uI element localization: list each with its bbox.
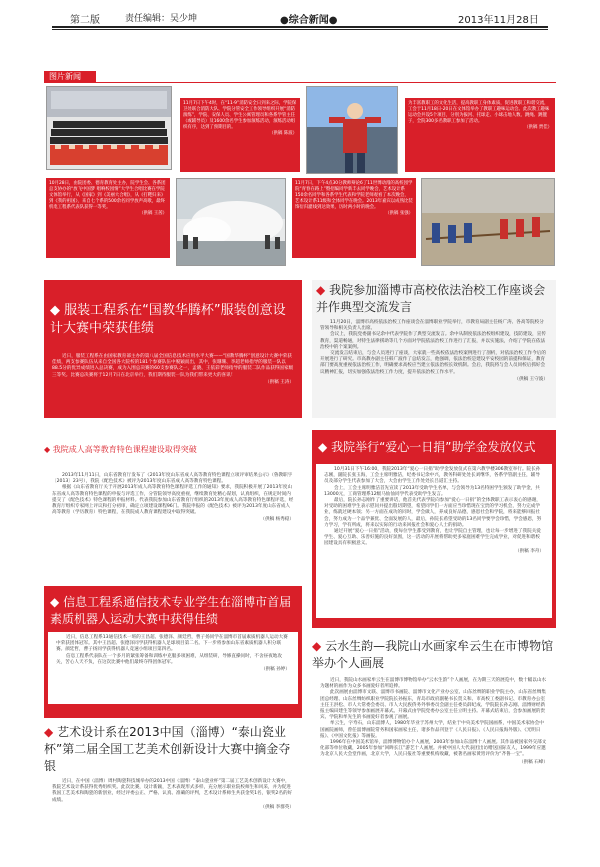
diamond-icon: ◆ xyxy=(50,595,60,609)
photo-class-group xyxy=(46,86,172,170)
article-body-panel xyxy=(316,464,552,618)
article-body-3: 交流发言结束后，与会人员进行了座谈，大家就一些高校依法治校案例进行了剖析，对依法治校工作今后的开展进行了研究。市高教办副主任韩广波作了总结发言，他强调，依法治校是建设平安校园的前提和保证，教育部门要高度重视依法治校工作，明确要求高校应当建立依法治校长效机制。会后，我院将与会人员同校后抓好会议精神汇报，切实加强依法治校工作力度，提升依法治校工作水平。 xyxy=(320,351,546,375)
article-art-design xyxy=(44,724,302,824)
article-signature: （供稿 石峰） xyxy=(518,759,548,765)
diamond-icon: ◆ xyxy=(316,283,326,297)
caption-gala: 11月7日，下午4点30分教师辩论6了11世博动漫的高校园学院“青春在路上”暨招编同学新丰去同学晚会，艺术设计系150余名同学和各系学生代表和学院老师观看了本次晚会，艺术设计系11级和全体同学在晚会。2013年嘉宾以成熟比装饰衍归灌线到达效果，历时两小时的晚会。 （供稿 张强） xyxy=(292,178,416,258)
article-signature: （供稿 孙婷） xyxy=(260,667,290,673)
article-body: 近日，服装工程系在由国家教育部主办的第八届全国信息技术应用水平大赛——“国教华腾杯”创意设计大赛中荣获佳绩，两支参赛队伍从来自全国各大院校的181个参赛队伍中脱颖而出，其中，张珊珊、李超老师指导的服装一队以88.5分的优异成绩进入总决赛，成为入围总决赛的60支参赛队之一，孟晓、王依彩老师指导的服装二队作品获得国家级三等奖。比赛总决赛将于12月7日在北京举行，我们期待服装一队为我们带来更大的喜讯！ xyxy=(52,354,294,378)
article-clothing-design xyxy=(44,280,302,418)
diamond-icon: ◆ xyxy=(50,303,60,318)
article-title: ◆ 我院成人高等教育特色课程建设取得突破 xyxy=(44,445,197,454)
caption-staff-sports: 为丰富教职工的文化生活，提高教职工身体素质，促进教职工和谐交流，工会于11月18日-20日在文体馆举办了教职工趣味运动会。此次教工趣味运动会共设5个项目，分别为拔河、托球走、小球击地人数、跳绳、跳毽子，全院300多名教职工参加了活动。 （供稿 贾佳） xyxy=(405,98,555,172)
diamond-icon: ◆ xyxy=(44,445,51,454)
article-body-1: 10月31日下午16:00，我院2013年“爱心一日捐”助学金发放仪式在第六教学楼306教室举行。院长孙志刚，副院长张玉海，工会主席明雅洁，纪委书记余中兴，教务科研处处长刘继华，各系学管副主任，辅导员及部分学生代表参加了大会，大会由学生工作处处长吕道汇主持。 xyxy=(324,467,541,485)
issue-date: 2013年11月28日 xyxy=(458,15,539,26)
article-body-3: 牟云生，字寿石，山东淄博人，1980年毕业于苏州大学，结业于中央美术学院国画系，中国美术家协会中国画院画师，曾任淄博画院常务和国家画家主任，诸多作品刊登于《人民日报》、《人民日报海外版》、《光明日报》、《中国文化报》等画报。 xyxy=(320,721,544,739)
article-robot-contest xyxy=(44,586,302,718)
diamond-icon: ◆ xyxy=(318,440,328,454)
article-body-1: 11月20日，淄博市高校依法治校工作座谈会在淄博职业学院举行，市教育局副主任杨广涛、各高等院校分管领导和相关负责人出席。 xyxy=(320,320,544,332)
article-body-1: 近日，信息工程系13通信技术一班的王昌超、张德泽、颜廷哲，曹子扬同学在淄博市首届素质机器人运动大赛中荣获团体冠军。其中王昌超、张德泽同学获得机器人足球项目第二名。下一步将参加山东省素质机器人积分联赛。颜廷哲，曹子扬同学获得机器人竞速小组项目第四名。 xyxy=(56,635,288,653)
article-body-1: 2013年11月11日，山东省教育厅发布了《2013年度山东省成人高等教育特色课程立项评审结果公示》（鲁教职字〔2013〕23号），我院《配色技术》被评为2013年度山东省成人高等教育特色课程。 xyxy=(52,473,293,485)
article-signature: （供稿 王涛） xyxy=(264,379,294,385)
article-body-2: 会议上，我院党委副书记余中代表学院作了典型交流发言。余中从制度依法治校组织建设，技防建设，宣传教育，渠道畅通，对特生法律援助等几个方面对学院依法治校工作进行了汇报，并以实施法，介绍了学院在依法治校中的个案案例。 xyxy=(320,332,546,350)
article-title: ◆ 云水生韵—我院山水画家牟云生在市博物馆举办个人画展 xyxy=(312,639,554,670)
article-title: ◆ 信息工程系通信技术专业学生在淄博市首届素质机器人运动大赛中获得佳绩 xyxy=(50,595,292,626)
masthead-rule xyxy=(52,26,548,28)
article-title: ◆ 艺术设计系在2013中国（淄博）“泰山瓷业杯”第二届全国工艺美术创新设计大赛中摘金夺银 xyxy=(44,725,291,773)
diamond-icon: ◆ xyxy=(44,725,54,739)
article-body: 近日，在中国（淄博）周村陶瓷科技城举办的2013中国（淄博）“泰山瓷业杯”第二届工艺美术创新设计大赛中，我院艺术设计系获得优秀组织奖。此次比赛，设计新颖，艺术表现形式多样，充分展示职业院校师生和风采，并为促进我国工艺美术和陶瓷的新创业，经过评委公正、严格、认真、准确的评判，艺术设计系师生共获金奖1名，银奖2名的好成绩。 xyxy=(52,779,293,803)
article-body-panel xyxy=(48,632,298,704)
photo-staff-sports xyxy=(306,86,398,174)
article-body-2: 根据《山东省教育厅关于开展2013年成人高等教育特色课程评选工作的通知》要求，我院积极开展了2013年度山东省成人高等教育特色课程的申报与评选工作，分管院领导高度重视，继续教育处精心谋划，认真组织，在规定时间内提交了《配色技术》特色课程的申报材料。代表我院参加山东省教育厅组织的2013年度成人高等教育特色课程评选，经教育厅组织专家网上评议和打分初审，确定立项建设课程96门。我院申报的《配色技术》被评为2013年度山东省成人高等教育（学历教育）特色课程，在我院成人教育课程建设中取得突破。 xyxy=(52,485,294,516)
caption-fire-drill: 11月7日下午4时，在“11·9”消防安全日到来之际，学院保卫处联合消防大队、学院分管安全工作领导组织开展“消防演练”，学院、安保人员、学生公寓管理员和各系学管主任（或辅导员）及1600余名学生参加演练活动，演练活动组织有序，达到了预期目的。 （供稿 陈波） xyxy=(180,98,300,172)
article-law-forum xyxy=(312,280,556,418)
article-title: ◆ 服装工程系在“国教华腾杯”服装创意设计大赛中荣获佳绩 xyxy=(50,303,286,336)
article-signature: （供稿 杨秀稳） xyxy=(260,517,294,523)
article-signature: （供稿 李群英） xyxy=(260,804,294,810)
article-title: ◆ 我院举行“爱心一日捐”助学金发放仪式 xyxy=(318,440,536,454)
article-body-3: 最后，院长孙志刚作了重要讲话，他首先代表学院向参加“爱心一日捐”的全体教职工表示衷心的感谢，对受助的困难学生表示慰问并提出殷切期望，希望同学们一方面应当珍惜现在宝贵的学习机会，努力完成学业，练就过硬本领；另一方面在成功的同时，学会做人，养成良好品德，感恩社会和学院，将来能够回报社会，努力成为一个品学兼优、全面发展的人，最后，孙院长希望受助的13名同学要学会珍惜，学会感恩，努力学习，学有所成，将来以实际的行动来回报社会和爱心人士的捐助。 xyxy=(324,498,542,528)
article-painting-exhibition xyxy=(312,638,556,824)
article-body-1: 近日，我院山水画家牟云生在淄博市博物馆举办“云水生韵”个人画展，在为期三天的展览中，数十幅以山水为题材的画作为众多书画爱好者所追捧。 xyxy=(320,678,547,690)
photo-tug-of-war xyxy=(421,178,555,266)
photo-fire-extinguisher xyxy=(176,178,286,266)
article-adult-education xyxy=(44,444,302,584)
photo-news-rule xyxy=(44,82,556,83)
article-signature: （供稿 王守波） xyxy=(514,376,548,382)
article-title: ◆ 我院参加淄博市高校依法治校工作座谈会并作典型交流发言 xyxy=(316,283,546,314)
section-title: ●综合新闻● xyxy=(280,15,338,26)
edition-label: 第二版 xyxy=(70,15,100,26)
masthead-rule-thin xyxy=(52,29,548,30)
article-body-4: 1996年在中国美术馆举，淄博博物馆办个人画展，2003年参加山东淄博十人画展。其作品被国家外交部文化部等单位收藏，2005年参加“回眸长江”游艺十人画展。并被中国人大代表团出访赠送国际友人，1999年应邀为北京人民大会堂作画，北京大学，人民日报社等重要机构收藏，被著名画家黄胄评价为“齐鲁一宝”。 xyxy=(320,740,547,758)
diamond-icon: ◆ xyxy=(312,639,322,653)
article-body-2: 此次画展由淄博市文联、淄博市书画院、淄博市文化产业办公室、山东丝绸的职业学院主办，山东省丝绸集团总经理、山东丝绸纺织职业学院院长孙振东，青岛市政府副秘书长贺义和、市高校工委副书记、市教育办公室主任王洪松、市人大常委会委员、市人大民族侨务外事委员会副主任委员薛纪成、学院院长孙志刚、淄博财经新报主编田建生等领导参加画展开幕式。开幕式由学院党委办公室主任立明主持。开幕式结束后，会参加画展的贵宾、学院和牟先生的书画爱好者参观了画展。 xyxy=(320,690,546,721)
editor-label: 责任编辑：吴少坤 xyxy=(125,14,198,24)
article-signature: （供稿 李舟） xyxy=(514,548,544,554)
masthead xyxy=(0,0,600,34)
article-body-2: 信息工程系代表队在一个多月的紧张筹备和训练中克服多项困难，从组装研，导修直操问时，不舍昼夜地攻关，苦心人天不负，在这次比赛中他们最终夺得团体冠军。 xyxy=(56,653,282,665)
article-body-4: 通过开展“爱心一日捐”活动，使每位学生都受到教育，也让学院自主管理，也让每一步增进了我院关爱学生、爱心互助、乐善好施的良好氛围，这一活动的开展将帮助更多家庭困难学生完成学业，对促进和谐校园建设具有积极意义。 xyxy=(324,529,541,547)
article-body-2: 会上，工会主席明雅洁首先宣读了2013年受助学生名单，与会领导为13名特困学生颁发了助学金，共13000元，工商管理系12级马仙仙同学代表受助学生发言。 xyxy=(324,485,540,497)
article-charity-donation xyxy=(312,430,556,628)
photo-news-label: 图片新闻 xyxy=(44,71,96,82)
caption-choir-contest: 10月28日，由院团委、德育教育处主办，院学生会、各系团总支协办的“放飞中国梦 唱响校园情”大学生合唱比赛在学院文体馆举行，从《国家》到《美丽大合唱》，从《打靶归来》到《我的祖国》，来自七个系的500余名同学放声高歌，最终机电工程系代表队获得一等奖。 （供稿 王茜） xyxy=(46,178,170,258)
